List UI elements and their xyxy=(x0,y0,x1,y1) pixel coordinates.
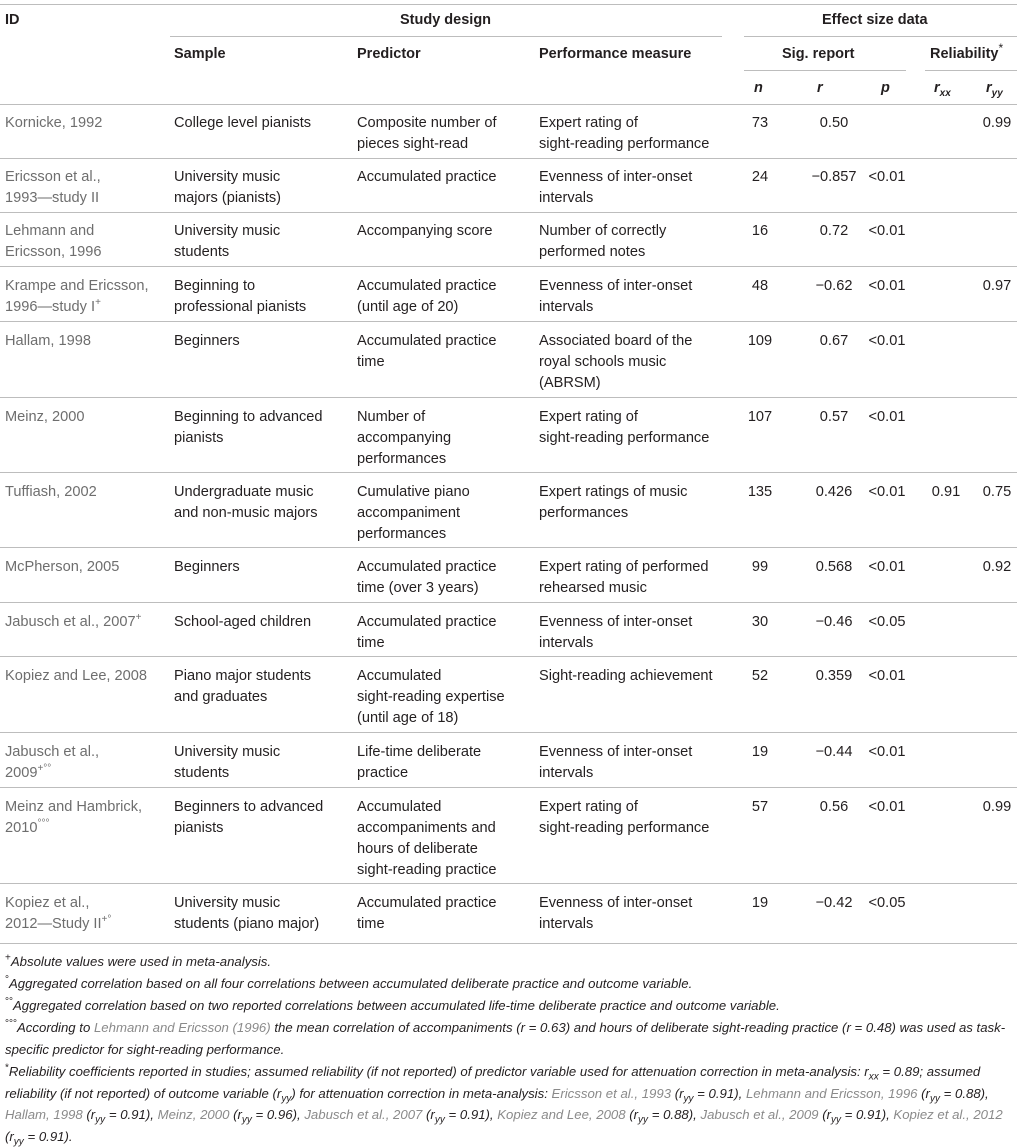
cell-line: Evenness of inter-onset xyxy=(539,169,693,185)
row-sample xyxy=(174,221,352,263)
header-study-design: Study design xyxy=(400,12,492,28)
cell-line: 1996—study I xyxy=(5,299,96,315)
row-n: 52 xyxy=(751,668,769,684)
row-sample xyxy=(174,331,352,352)
row-sample xyxy=(174,113,352,134)
row-sample xyxy=(174,276,352,318)
cell-line: 2010 xyxy=(5,820,38,836)
cell-line: performances xyxy=(539,505,629,521)
row-rxx: 0.91 xyxy=(931,484,961,500)
cell-line: Composite number of xyxy=(357,115,497,131)
reference-link[interactable]: Hallam, 1998 xyxy=(5,1107,83,1122)
id-footnote-mark: +° xyxy=(101,914,112,926)
cell-line: Accumulated practice xyxy=(357,278,497,294)
cell-line: Undergraduate music xyxy=(174,484,314,500)
header-effect-size-data: Effect size data xyxy=(822,12,928,28)
reference-link[interactable]: Meinz, 2000 xyxy=(157,1107,230,1122)
footnote-absolute: +Absolute values were used in meta-analysis. xyxy=(5,952,272,969)
row-divider xyxy=(0,787,1017,788)
cell-line: College level pianists xyxy=(174,115,312,131)
cell-line: performances xyxy=(357,451,447,467)
cell-line: intervals xyxy=(539,299,594,315)
row-p: <0.01 xyxy=(868,559,906,575)
row-n: 135 xyxy=(747,484,773,500)
cell-line: pianists xyxy=(174,820,224,836)
header-ryy: $r_{yy}$ xyxy=(986,80,1003,99)
footnote-reliability: *Reliability coefficients reported in studies; assumed reliability (if not reported) of predictor variable used for attenuation correction in meta-analysis: $r_{xx} = 0.89$; assumed reliability (if not reported) of outcome variable $(r_{yy})$ for attenuation correction in meta-analysis: Ericsson et al., 1993 $(r_{yy} = 0.91)$, Lehmann and Ericsson, 1996 $(r_{yy} = 0.88)$, Hallam, 1998 $(r_{yy} = 0.91)$, Meinz, 2000 $(r_{yy} = 0.96)$, Jabusch et al., 2007 $(r_{yy} = 0.91)$, Kopiez and Lee, 2008 $(r_{yy} = 0.88)$, Jabusch et al., 2009 $(r_{yy} = 0.91)$, Kopiez et al., 2012 $(r_{yy} = 0.91)$. xyxy=(5,1062,1003,1148)
header-id: ID xyxy=(5,12,20,28)
row-predictor xyxy=(357,113,535,155)
cell-line: Accompanying score xyxy=(357,223,493,239)
row-predictor xyxy=(357,482,535,545)
row-divider xyxy=(0,397,1017,398)
cell-line: Ericsson, 1996 xyxy=(5,244,102,260)
cell-line: time xyxy=(357,635,385,651)
cell-line: Accumulated xyxy=(357,668,442,684)
cell-line: sight-reading practice xyxy=(357,862,497,878)
cell-line: rehearsed music xyxy=(539,580,647,596)
cell-line: Life-time deliberate xyxy=(357,744,482,760)
row-ryy: 0.75 xyxy=(982,484,1012,500)
cell-line: majors (pianists) xyxy=(174,190,282,206)
row-predictor xyxy=(357,557,535,599)
cell-line: students xyxy=(174,765,230,781)
row-p: <0.01 xyxy=(868,409,906,425)
row-performance-measure xyxy=(539,331,739,394)
cell-line: Beginning to advanced xyxy=(174,409,323,425)
row-r: −0.62 xyxy=(815,278,853,294)
cell-line: intervals xyxy=(539,916,594,932)
row-n: 57 xyxy=(751,799,769,815)
row-ryy: 0.92 xyxy=(982,559,1012,575)
cell-line: University music xyxy=(174,169,281,185)
cell-line: 2009 xyxy=(5,765,38,781)
cell-line: Ericsson et al., xyxy=(5,169,101,185)
row-divider xyxy=(0,656,1017,657)
row-id xyxy=(5,742,170,784)
footnote-aggregated-four: °Aggregated correlation based on all four correlations between accumulated deliberate practice and outcome variable. xyxy=(5,974,693,991)
row-r: 0.426 xyxy=(815,484,853,500)
cell-line: McPherson, 2005 xyxy=(5,559,120,575)
cell-line: Beginning to xyxy=(174,278,256,294)
cell-line: sight-reading expertise xyxy=(357,689,505,705)
cell-line: sight-reading performance xyxy=(539,136,710,152)
cell-line: students (piano major) xyxy=(174,916,320,932)
row-performance-measure xyxy=(539,482,739,524)
row-id xyxy=(5,113,170,134)
row-divider xyxy=(0,321,1017,322)
reference-link[interactable]: Kopiez and Lee, 2008 xyxy=(497,1107,626,1122)
row-r: 0.57 xyxy=(819,409,849,425)
row-predictor xyxy=(357,612,535,654)
row-r: −0.857 xyxy=(811,169,857,185)
row-p: <0.01 xyxy=(868,744,906,760)
row-sample xyxy=(174,666,352,708)
row-p: <0.01 xyxy=(868,278,906,294)
cell-line: Expert ratings of music xyxy=(539,484,688,500)
row-id xyxy=(5,482,170,503)
cell-line: Accumulated practice xyxy=(357,333,497,349)
row-predictor xyxy=(357,407,535,470)
row-p: <0.05 xyxy=(868,614,906,630)
cell-line: Accumulated practice xyxy=(357,559,497,575)
header-reliability: Reliability* xyxy=(930,41,1004,62)
cell-line: School-aged children xyxy=(174,614,312,630)
row-n: 99 xyxy=(751,559,769,575)
cell-line: Accumulated practice xyxy=(357,895,497,911)
cell-line: Associated board of the xyxy=(539,333,693,349)
row-n: 24 xyxy=(751,169,769,185)
row-p: <0.01 xyxy=(868,333,906,349)
id-footnote-mark: + xyxy=(95,297,101,309)
row-predictor xyxy=(357,221,535,242)
row-performance-measure xyxy=(539,557,739,599)
row-predictor xyxy=(357,167,535,188)
row-divider xyxy=(0,732,1017,733)
reference-link[interactable]: Jabusch et al., 2009 xyxy=(700,1107,819,1122)
reference-reliability-value: 0.91 xyxy=(120,1107,146,1122)
cell-line: (until age of 20) xyxy=(357,299,459,315)
header-r: r xyxy=(817,80,823,96)
row-id xyxy=(5,407,170,428)
reference-link[interactable]: Jabusch et al., 2007 xyxy=(304,1107,423,1122)
cell-line: accompaniments and xyxy=(357,820,496,836)
row-id xyxy=(5,557,170,578)
reference-link[interactable]: Ericsson et al., 1993 xyxy=(551,1085,672,1101)
row-ryy: 0.99 xyxy=(982,799,1012,815)
row-divider xyxy=(0,158,1017,159)
row-p: <0.01 xyxy=(868,484,906,500)
row-n: 30 xyxy=(751,614,769,630)
header-performance-measure: Performance measure xyxy=(539,46,692,62)
row-id xyxy=(5,797,170,839)
cell-line: hours of deliberate xyxy=(357,841,478,857)
reference-reliability-value: 0.88 xyxy=(954,1085,981,1101)
row-n: 19 xyxy=(751,895,769,911)
cell-line: pianists xyxy=(174,430,224,446)
row-sample xyxy=(174,893,352,935)
row-id xyxy=(5,612,170,633)
id-footnote-mark: + xyxy=(135,612,142,624)
row-n: 107 xyxy=(747,409,773,425)
row-divider xyxy=(0,602,1017,603)
cell-line: Evenness of inter-onset xyxy=(539,278,693,294)
cell-line: Sight-reading achievement xyxy=(539,668,713,684)
row-sample xyxy=(174,167,352,209)
row-id xyxy=(5,167,170,209)
header-predictor: Predictor xyxy=(357,46,421,62)
row-sample xyxy=(174,797,352,839)
cell-line: sight-reading performance xyxy=(539,430,710,446)
row-id xyxy=(5,331,170,352)
row-predictor xyxy=(357,331,535,373)
row-performance-measure xyxy=(539,666,739,687)
cell-line: Beginners xyxy=(174,333,240,349)
row-performance-measure xyxy=(539,893,739,935)
cell-line: and non-music majors xyxy=(174,505,318,521)
cell-line: pieces sight-read xyxy=(357,136,469,152)
cell-line: Meinz, 2000 xyxy=(5,409,85,425)
row-id xyxy=(5,221,170,263)
cell-line: sight-reading performance xyxy=(539,820,710,836)
row-divider xyxy=(0,472,1017,473)
row-id xyxy=(5,893,170,935)
cell-line: Hallam, 1998 xyxy=(5,333,91,349)
cell-line: Number of correctly xyxy=(539,223,667,239)
row-n: 109 xyxy=(747,333,773,349)
id-footnote-mark: °°° xyxy=(37,818,50,830)
cell-line: University music xyxy=(174,744,281,760)
row-id xyxy=(5,666,170,687)
row-sample xyxy=(174,742,352,784)
cell-line: Accumulated practice xyxy=(357,614,497,630)
row-n: 16 xyxy=(751,223,769,239)
cell-line: University music xyxy=(174,895,281,911)
row-ryy: 0.97 xyxy=(982,278,1012,294)
cell-line: Expert rating of xyxy=(539,799,638,815)
cell-line: accompanying xyxy=(357,430,452,446)
row-r: 0.67 xyxy=(819,333,849,349)
row-performance-measure xyxy=(539,276,739,318)
cell-line: time xyxy=(357,916,385,932)
row-predictor xyxy=(357,276,535,318)
cell-line: professional pianists xyxy=(174,299,307,315)
cell-line: Kornicke, 1992 xyxy=(5,115,103,131)
cell-line: Tuffiash, 2002 xyxy=(5,484,97,500)
reference-reliability-value: 0.91 xyxy=(708,1085,735,1101)
cell-line: Expert rating of xyxy=(539,409,638,425)
cell-line: Piano major students xyxy=(174,668,312,684)
row-sample xyxy=(174,557,352,578)
row-n: 73 xyxy=(751,115,769,131)
cell-line: students xyxy=(174,244,230,260)
row-r: −0.44 xyxy=(815,744,853,760)
cell-line: Expert rating of performed xyxy=(539,559,709,575)
header-n: n xyxy=(754,80,763,96)
row-predictor xyxy=(357,666,535,729)
row-divider xyxy=(0,547,1017,548)
cell-line: Kopiez and Lee, 2008 xyxy=(5,668,148,684)
row-n: 19 xyxy=(751,744,769,760)
reference-link[interactable]: Lehmann and Ericsson, 1996 xyxy=(745,1085,918,1101)
cell-line: Expert rating of xyxy=(539,115,638,131)
row-divider xyxy=(0,212,1017,213)
row-performance-measure xyxy=(539,742,739,784)
row-n: 48 xyxy=(751,278,769,294)
row-predictor xyxy=(357,893,535,935)
row-p: <0.01 xyxy=(868,169,906,185)
cell-line: Lehmann and xyxy=(5,223,95,239)
cell-line: performed notes xyxy=(539,244,646,260)
row-sample xyxy=(174,482,352,524)
cell-line: Accumulated xyxy=(357,799,442,815)
cell-line: Evenness of inter-onset xyxy=(539,614,693,630)
row-performance-measure xyxy=(539,221,739,263)
row-r: 0.56 xyxy=(819,799,849,815)
cell-line: Beginners to advanced xyxy=(174,799,324,815)
cell-line: and graduates xyxy=(174,689,268,705)
cell-line: Beginners xyxy=(174,559,240,575)
cell-line: Number of xyxy=(357,409,426,425)
row-p: <0.01 xyxy=(868,668,906,684)
footnote-aggregated-two: °°Aggregated correlation based on two reported correlations between accumulated life-time deliberate practice and outcome variable. xyxy=(5,996,780,1013)
cell-line: practice xyxy=(357,765,409,781)
row-predictor xyxy=(357,797,535,881)
cell-line: accompaniment xyxy=(357,505,461,521)
cell-line: Accumulated practice xyxy=(357,169,497,185)
row-performance-measure xyxy=(539,167,739,209)
id-footnote-mark: +°° xyxy=(37,763,52,775)
cell-line: Evenness of inter-onset xyxy=(539,895,693,911)
cell-line: (ABRSM) xyxy=(539,375,601,391)
row-sample xyxy=(174,612,352,633)
cell-line: (until age of 18) xyxy=(357,710,459,726)
row-performance-measure xyxy=(539,113,739,155)
row-divider xyxy=(0,266,1017,267)
cell-line: intervals xyxy=(539,765,594,781)
reference-reliability-value: 0.91 xyxy=(856,1107,882,1122)
cell-line: Krampe and Ericsson, xyxy=(5,278,149,294)
cell-line: intervals xyxy=(539,635,594,651)
row-performance-measure xyxy=(539,612,739,654)
cell-line: performances xyxy=(357,526,447,542)
row-ryy: 0.99 xyxy=(982,115,1012,131)
row-p: <0.05 xyxy=(868,895,906,911)
header-p: p xyxy=(881,80,890,96)
header-sample: Sample xyxy=(174,46,226,62)
header-sig-report: Sig. report xyxy=(782,46,855,62)
row-p: <0.01 xyxy=(868,799,906,815)
cell-line: Evenness of inter-onset xyxy=(539,744,693,760)
row-r: −0.46 xyxy=(815,614,853,630)
row-r: −0.42 xyxy=(815,895,853,911)
row-id xyxy=(5,276,170,318)
cell-line: Jabusch et al., xyxy=(5,744,100,760)
lehmann-reference-link[interactable]: Lehmann and Ericsson (1996) xyxy=(93,1020,271,1035)
row-r: 0.359 xyxy=(815,668,853,684)
reference-reliability-value: 0.91 xyxy=(38,1128,65,1144)
cell-line: time xyxy=(357,354,385,370)
row-sample xyxy=(174,407,352,449)
cell-line: 1993—study II xyxy=(5,190,100,206)
row-divider xyxy=(0,883,1017,884)
row-predictor xyxy=(357,742,535,784)
row-performance-measure xyxy=(539,797,739,839)
cell-line: Jabusch et al., 2007 xyxy=(5,614,136,630)
row-performance-measure xyxy=(539,407,739,449)
cell-line: 2012—Study II xyxy=(5,916,102,932)
reference-reliability-value: 0.91 xyxy=(459,1107,486,1122)
reference-reliability-value: 0.88 xyxy=(663,1107,689,1122)
cell-line: Meinz and Hambrick, xyxy=(5,799,143,815)
row-p: <0.01 xyxy=(868,223,906,239)
header-rxx: $r_{xx}$ xyxy=(934,80,951,99)
cell-line: intervals xyxy=(539,190,594,206)
cell-line: Kopiez et al., xyxy=(5,895,90,911)
row-r: 0.50 xyxy=(819,115,849,131)
cell-line: Cumulative piano xyxy=(357,484,470,500)
reference-link[interactable]: Kopiez et al., 2012 xyxy=(893,1107,1003,1122)
row-r: 0.568 xyxy=(815,559,853,575)
footnote-lehmann: °°°According to Lehmann and Ericsson (1996) the mean correlation of accompaniments (r = 0.63) and hours of deliberate sight-reading practice (r = 0.48) was used as task-specific predictor for sight-reading performance. xyxy=(5,1018,1006,1057)
reference-reliability-value: 0.96 xyxy=(266,1107,293,1122)
cell-line: University music xyxy=(174,223,281,239)
cell-line: royal schools music xyxy=(539,354,667,370)
row-r: 0.72 xyxy=(819,223,849,239)
cell-line: time (over 3 years) xyxy=(357,580,479,596)
